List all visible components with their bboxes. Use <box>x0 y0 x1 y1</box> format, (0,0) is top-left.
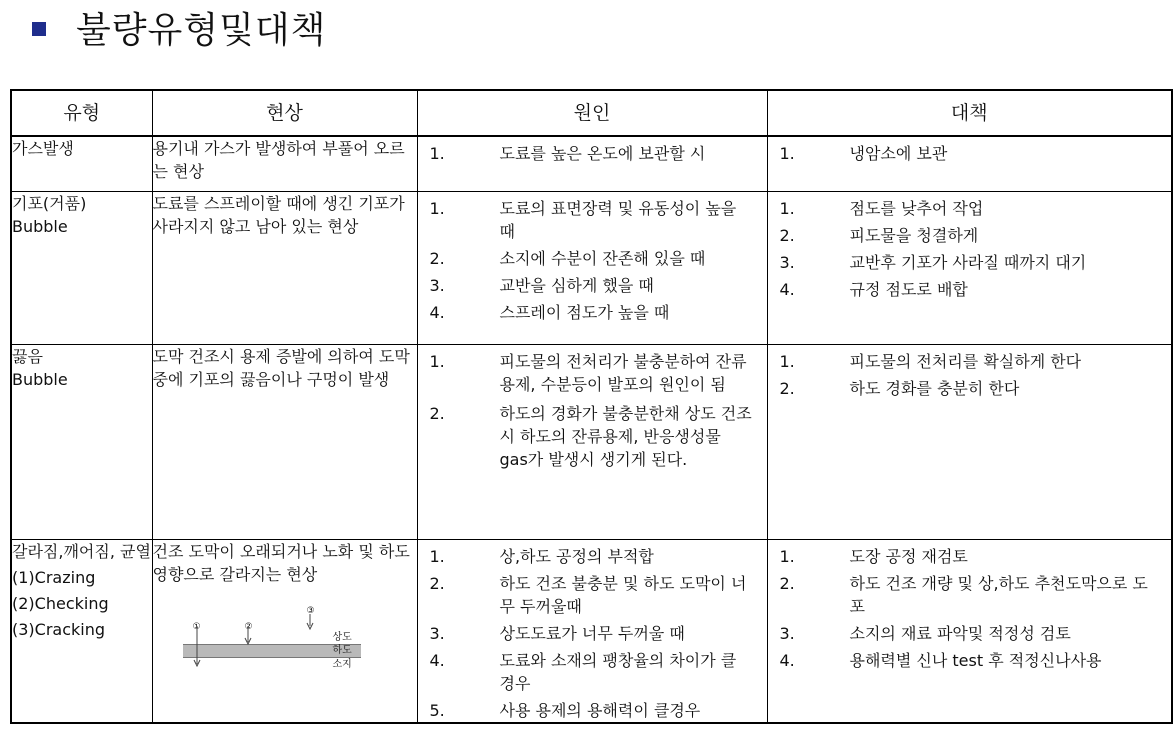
marker-3: ③ <box>306 605 315 616</box>
item-number: 3. <box>429 275 445 295</box>
item-text: 도료와 소재의 팽창율의 차이가 클 경우 <box>499 650 737 693</box>
list-item <box>418 247 767 270</box>
item-number: 1. <box>429 144 445 163</box>
list-item <box>418 545 767 568</box>
list-item <box>418 572 767 618</box>
list-item <box>768 649 1172 672</box>
item-text: 점도를 낮추어 작업 <box>849 198 984 218</box>
item-number: 4. <box>779 650 795 670</box>
list-item <box>768 572 1172 618</box>
list-item <box>418 197 767 243</box>
cause-cell <box>417 344 767 539</box>
list-item <box>768 251 1172 274</box>
item-text: 피도물의 전처리가 불충분하여 잔류 용제, 수분등이 발포의 원인이 됨 <box>499 351 747 394</box>
item-number: 2. <box>429 403 445 423</box>
item-text: 도료의 표면장력 및 유동성이 높을 때 <box>499 198 737 241</box>
measure-cell <box>767 344 1172 539</box>
phenomenon-cell: 용기내 가스가 발생하여 부풀어 오르는 현상 <box>152 136 417 191</box>
arrow-icons <box>183 614 393 684</box>
page-title: 불량유형및대책 <box>76 9 327 51</box>
list-item <box>418 402 767 471</box>
item-number: 1. <box>779 198 795 218</box>
list-item <box>768 545 1172 568</box>
square-bullet-icon <box>32 22 46 36</box>
header-type: 유형 <box>11 90 152 136</box>
item-number: 4. <box>429 302 445 322</box>
cause-cell <box>417 539 767 723</box>
list-item <box>768 142 1172 165</box>
table-row <box>11 191 1172 344</box>
item-text: 스프레이 점도가 높을 때 <box>499 302 670 322</box>
item-number: 4. <box>429 650 445 670</box>
type-cell <box>11 191 152 344</box>
item-text: 소지의 재료 파악및 적정성 검토 <box>849 623 1071 643</box>
table-row <box>11 136 1172 191</box>
type-label: Bubble <box>12 216 68 236</box>
item-text: 하도의 경화가 불충분한채 상도 건조시 하도의 잔류용제, 반응생성물 gas가 발생시 생기게 된다. <box>499 403 752 469</box>
measure-cell <box>767 136 1172 191</box>
item-text: 사용 용제의 용해력이 클경우 <box>499 700 701 720</box>
list-item <box>768 622 1172 645</box>
type-label: 기포(거품) <box>12 193 87 213</box>
item-number: 3. <box>429 623 445 643</box>
crack-layer-diagram <box>183 605 393 684</box>
type-cell <box>11 539 152 723</box>
label-substrate: 소지 <box>332 658 352 670</box>
list-item <box>768 377 1172 400</box>
phenomenon-text: 건조 도막이 오래되거나 노화 및 하도 영향으로 갈라지는 현상 <box>152 541 410 584</box>
measure-cell <box>767 191 1172 344</box>
item-number: 2. <box>429 248 445 268</box>
item-number: 1. <box>779 351 795 371</box>
label-top-coat: 상도 <box>332 631 352 643</box>
measure-cell <box>767 539 1172 723</box>
header-measure: 대책 <box>767 90 1172 136</box>
item-text: 상,하도 공정의 부적합 <box>499 546 654 566</box>
item-text: 피도물의 전처리를 확실하게 한다 <box>849 351 1082 371</box>
header-phenomenon: 현상 <box>152 90 417 136</box>
item-number: 2. <box>779 225 795 245</box>
item-text: 소지에 수분이 잔존해 있을 때 <box>499 248 706 268</box>
type-label: 갈라짐,깨어짐, 균열 <box>12 541 151 561</box>
marker-1: ① <box>192 621 201 632</box>
item-text: 교반을 심하게 했을 때 <box>499 275 654 295</box>
marker-2: ② <box>244 621 253 632</box>
item-text: 교반후 기포가 사라질 때까지 대기 <box>849 252 1087 272</box>
type-label: 끓음 <box>12 346 43 366</box>
arrow-down-icon <box>307 614 313 629</box>
item-number: 2. <box>779 573 795 593</box>
item-text: 상도도료가 너무 두꺼울 때 <box>499 623 685 643</box>
item-number: 1. <box>429 546 445 566</box>
type-cell <box>11 136 152 191</box>
list-item <box>768 197 1172 220</box>
table-header-row <box>11 90 1172 136</box>
phenomenon-cell: 도막 건조시 용제 증발에 의하여 도막중에 기포의 끓음이나 구멍이 발생 <box>152 344 417 539</box>
cause-cell <box>417 191 767 344</box>
item-number: 3. <box>779 252 795 272</box>
table-row <box>11 344 1172 539</box>
list-item <box>418 274 767 297</box>
list-item <box>418 350 767 396</box>
item-number: 5. <box>429 700 445 720</box>
item-number: 1. <box>779 546 795 566</box>
list-item <box>418 622 767 645</box>
item-text: 냉암소에 보관 <box>849 144 948 163</box>
type-cell <box>11 344 152 539</box>
list-item <box>768 278 1172 301</box>
item-number: 1. <box>429 351 445 371</box>
item-text: 도장 공정 재검토 <box>849 546 968 566</box>
type-label: (1)Crazing <box>12 567 96 587</box>
list-item <box>768 350 1172 373</box>
item-number: 1. <box>779 144 795 163</box>
label-under-coat: 하도 <box>332 644 352 656</box>
arrow-down-icon <box>194 626 200 666</box>
title-row <box>32 2 326 52</box>
type-label: Bubble <box>12 369 68 389</box>
list-item <box>418 699 767 722</box>
header-cause: 원인 <box>417 90 767 136</box>
item-text: 피도물을 청결하게 <box>849 225 979 245</box>
item-number: 2. <box>779 378 795 398</box>
item-text: 규정 점도로 배합 <box>849 279 968 299</box>
item-number: 3. <box>779 623 795 643</box>
phenomenon-cell: 도료를 스프레이할 때에 생긴 기포가 사라지지 않고 남아 있는 현상 <box>152 191 417 344</box>
list-item <box>418 142 767 165</box>
type-label: (3)Cracking <box>12 619 106 639</box>
item-text: 하도 건조 개량 및 상,하도 추천도막으로 도포 <box>849 573 1148 616</box>
list-item <box>418 649 767 695</box>
item-number: 2. <box>429 573 445 593</box>
list-item <box>418 301 767 324</box>
cause-cell <box>417 136 767 191</box>
phenomenon-cell <box>152 539 417 723</box>
type-label: (2)Checking <box>12 593 109 613</box>
item-text: 하도 건조 불충분 및 하도 도막이 너무 두꺼울때 <box>499 573 747 616</box>
arrow-down-icon <box>245 626 251 644</box>
item-number: 1. <box>429 198 445 218</box>
type-label: 가스발생 <box>12 139 74 158</box>
table-row <box>11 539 1172 723</box>
item-text: 도료를 높은 온도에 보관할 시 <box>499 144 706 163</box>
defect-table <box>10 89 1173 724</box>
list-item <box>768 224 1172 247</box>
item-text: 하도 경화를 충분히 한다 <box>849 378 1020 398</box>
item-number: 4. <box>779 279 795 299</box>
item-text: 용해력별 신나 test 후 적정신나사용 <box>849 650 1102 670</box>
